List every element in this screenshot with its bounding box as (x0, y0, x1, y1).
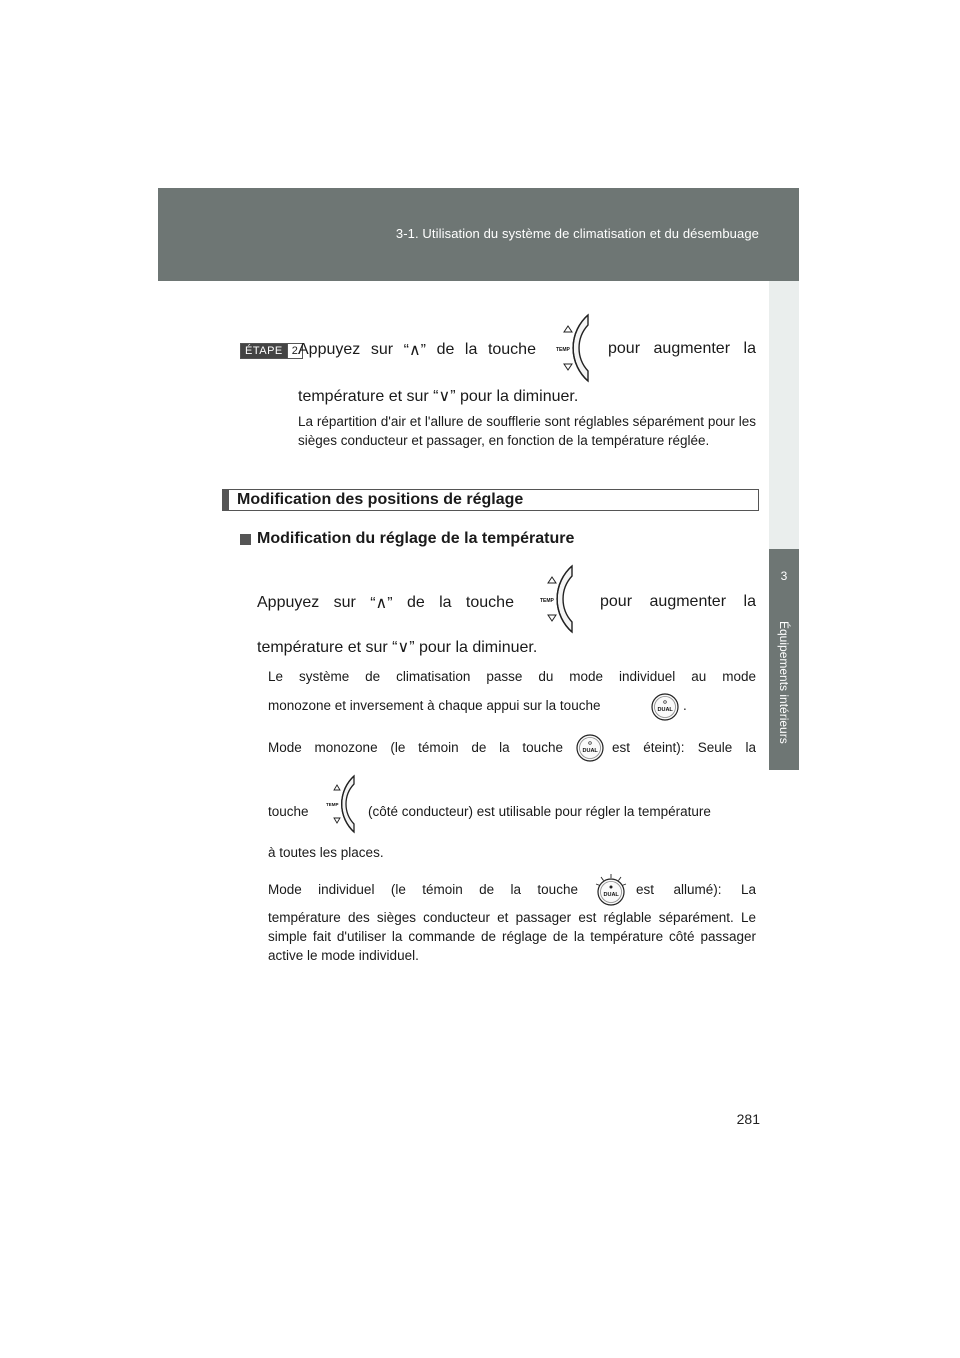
word: de (479, 882, 495, 897)
p1-line2-end: . (683, 698, 687, 713)
word: (le (390, 740, 406, 755)
dual-label: DUAL (657, 707, 673, 713)
chapter-label: Équipements intérieurs (777, 621, 791, 744)
main-line2: température et sur “∨” pour la diminuer. (257, 639, 538, 656)
chapter-tab (769, 549, 799, 770)
word: Seule (697, 740, 733, 755)
word: sur (333, 594, 356, 611)
dual-label: DUAL (603, 892, 619, 898)
step2-note: La répartition d'air et l'allure de soufflerie sont réglables séparément pour les sièges conducteur et passager, en fonction de la température réglée. (298, 414, 756, 448)
word: de (436, 341, 455, 358)
p3-rest: température des sièges conducteur et passager est réglable séparément. Le simple fait d'utiliser la commande de réglage de la température côté passager active le mode individuel. (268, 910, 756, 963)
word: du (538, 669, 554, 684)
temp-knob-icon (530, 564, 574, 634)
word: monozone (314, 740, 378, 755)
word: augmenter (649, 593, 727, 610)
subheading (240, 530, 574, 548)
dual-label: DUAL (582, 748, 598, 754)
p2-line1-left (268, 740, 563, 755)
word: Mode (268, 740, 302, 755)
dual-button-icon (593, 873, 629, 907)
step2-line1-right (608, 340, 756, 358)
square-bullet-icon (240, 534, 251, 545)
word: la (745, 740, 756, 755)
word: de (471, 740, 487, 755)
word: “∧” (370, 595, 393, 612)
section-header-band (158, 188, 799, 281)
word: la (464, 341, 478, 358)
word: est (636, 882, 655, 897)
section-heading: Modification des positions de réglage (237, 491, 524, 508)
word: sur (370, 341, 394, 358)
dual-button-icon (575, 733, 605, 763)
p1-line2: monozone et inversement à chaque appui sur la touche (268, 698, 601, 713)
word: témoin (422, 882, 463, 897)
step-badge (240, 343, 303, 359)
word: climatisation (396, 669, 471, 684)
word: mode (569, 669, 604, 684)
word: la (743, 340, 756, 357)
step-badge-label: ÉTAPE (241, 344, 287, 358)
temp-knob-icon (320, 774, 356, 834)
word: Appuyez (298, 341, 361, 358)
temp-label: TEMP (540, 598, 554, 604)
word: la (499, 740, 510, 755)
word: éteint): (643, 740, 685, 755)
page-number: 281 (736, 1111, 760, 1127)
section-title: 3-1. Utilisation du système de climatisation et du désembuage (395, 226, 759, 241)
temp-knob-icon (548, 313, 590, 383)
side-tab-spacer (769, 281, 799, 549)
word: de (406, 594, 425, 611)
word: “∧” (403, 342, 426, 359)
word: La (740, 882, 756, 897)
section-heading-box (222, 489, 759, 511)
step2-line2: température et sur “∨” pour la diminuer. (298, 388, 579, 405)
word: touche (465, 594, 514, 611)
temp-label: TEMP (326, 802, 339, 807)
p2-line3: à toutes les places. (268, 845, 384, 860)
word: Mode (268, 882, 302, 897)
temp-label: TEMP (556, 347, 570, 353)
word: pour (600, 593, 633, 610)
word: la (743, 593, 756, 610)
section-heading-bar (223, 490, 229, 510)
word: la (510, 882, 522, 897)
word: allumé): (673, 882, 722, 897)
word: mode (722, 669, 756, 684)
word: est (612, 740, 631, 755)
p3-line1-right (636, 882, 756, 897)
word: individuel (619, 669, 676, 684)
word: (le (390, 882, 406, 897)
chapter-number: 3 (780, 569, 788, 583)
step-badge-number: 2 (287, 344, 302, 358)
p1-line1 (268, 669, 756, 684)
p2-line2-rest: (côté conducteur) est utilisable pour régler la température (368, 804, 711, 819)
word: de (365, 669, 381, 684)
word: témoin (418, 740, 459, 755)
word: système (298, 669, 350, 684)
word: Appuyez (257, 594, 320, 611)
p2-line2-start: touche (268, 804, 309, 819)
word: Le (268, 669, 284, 684)
dual-button-icon (650, 692, 680, 722)
word: la (439, 594, 452, 611)
p3-line1-left (268, 882, 578, 897)
word: au (691, 669, 707, 684)
word: individuel (318, 882, 375, 897)
word: touche (487, 341, 536, 358)
word: augmenter (653, 340, 731, 357)
word: passe (486, 669, 523, 684)
word: touche (537, 882, 578, 897)
p2-line1-right (612, 740, 756, 755)
main-line1-left (257, 593, 514, 613)
word: pour (608, 340, 641, 357)
main-line1-right (600, 593, 756, 611)
subheading-text: Modification du réglage de la température (257, 530, 575, 547)
step2-line1-left (298, 340, 536, 360)
word: touche (522, 740, 563, 755)
